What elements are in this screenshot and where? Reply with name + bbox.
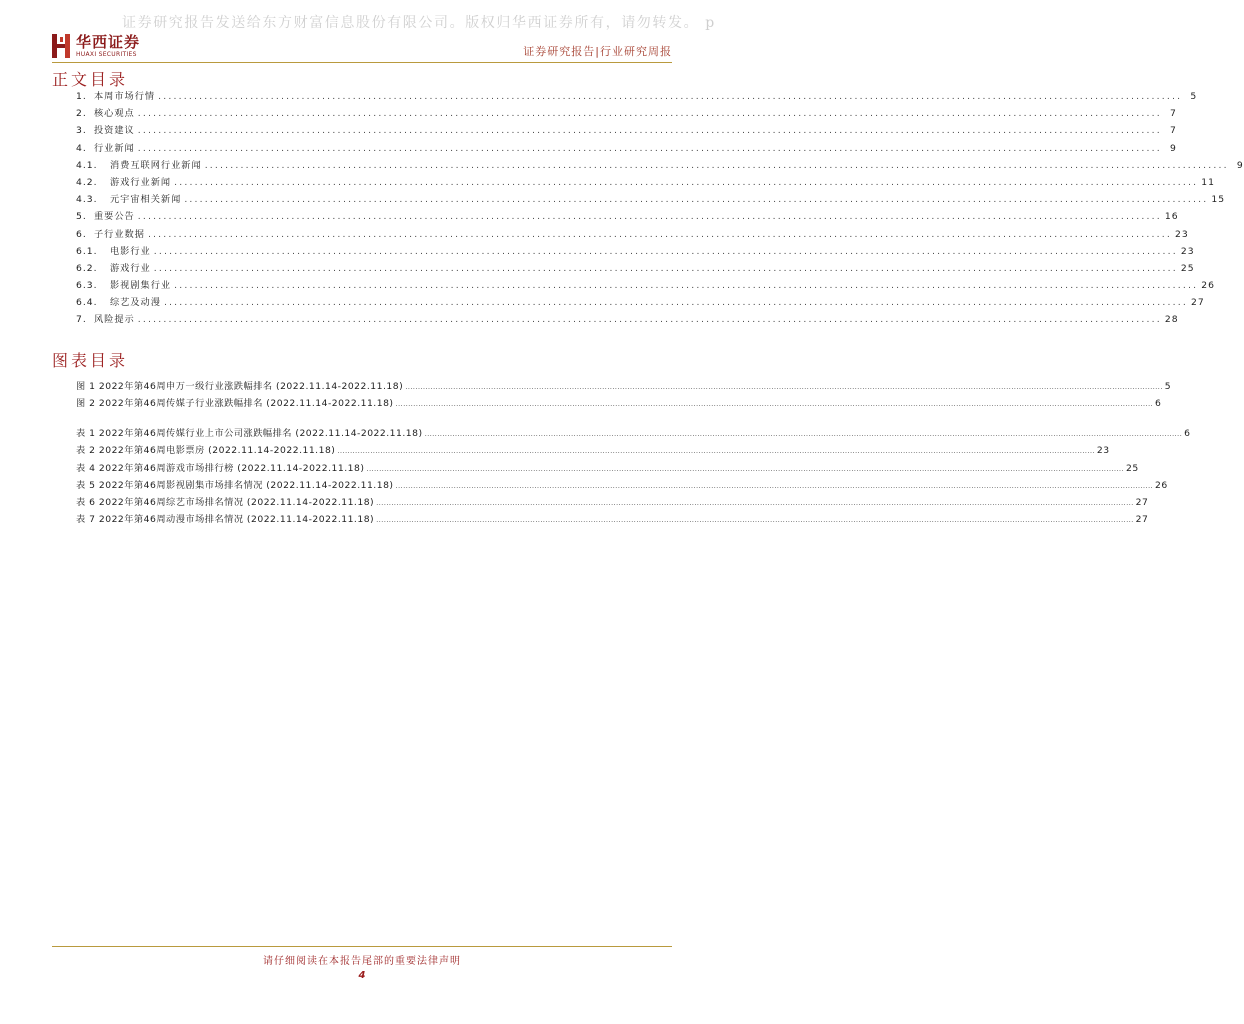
dot-leader: ........................................................................................................................................................................................................ [137, 211, 1162, 223]
dot-leader: ........................................................................................................................................................................................................ [158, 91, 1183, 102]
toc-item-label: 电影行业 [110, 245, 151, 257]
toc-item-label: 消费互联网行业新闻 [110, 159, 202, 171]
figure-page: 27 [1135, 497, 1149, 509]
toc-item-number: 4.2. [76, 176, 98, 188]
logo-english-name: HUAXI SECURITIES [76, 50, 137, 58]
toc-item-number: 5. [76, 211, 87, 223]
toc-item-label: 子行业数据 [94, 228, 145, 240]
figures-list-title: 图表目录 [52, 351, 129, 370]
toc-item-number: 1. [76, 91, 87, 102]
toc-item-number: 4.3. [76, 194, 98, 206]
toc-item[interactable] [76, 208, 1179, 225]
toc-item-page: 23 [1180, 245, 1195, 257]
figure-list-item[interactable] [76, 511, 1149, 528]
toc-item-page: 28 [1164, 314, 1179, 326]
toc-item[interactable] [76, 191, 1226, 208]
toc-item[interactable] [76, 122, 1177, 139]
toc-item-label: 核心观点 [94, 108, 135, 120]
toc-item-page: 9 [1236, 159, 1244, 171]
dot-leader: ............................................................................................................................................................................................................................................................................................................ [376, 516, 1134, 525]
dot-leader: ........................................................................................................................................................................................................ [163, 297, 1189, 309]
dot-leader: ........................................................................................................................................................................................................ [174, 176, 1199, 188]
toc-item-page: 11 [1201, 176, 1215, 188]
dot-leader: ............................................................................................................................................................................................................................................................................................................ [376, 499, 1134, 508]
table-of-contents [76, 88, 1244, 329]
toc-item[interactable] [76, 174, 1215, 191]
figure-list-item[interactable] [76, 477, 1168, 494]
figure-list-item[interactable] [76, 460, 1139, 477]
dot-leader: ............................................................................................................................................................................................................................................................................................................ [424, 430, 1183, 438]
dot-leader: ............................................................................................................................................................................................................................................................................................................ [395, 481, 1154, 490]
toc-item-page: 27 [1191, 297, 1205, 309]
dot-leader: ........................................................................................................................................................................................................ [153, 245, 1178, 257]
toc-item[interactable] [76, 140, 1177, 157]
table-list [76, 425, 1191, 529]
huaxi-logo-icon [52, 34, 72, 58]
toc-item-number: 2. [76, 108, 87, 120]
toc-item-label: 重要公告 [94, 211, 135, 223]
figure-page: 6 [1184, 428, 1191, 439]
dot-leader: ............................................................................................................................................................................................................................................................................................................ [366, 464, 1124, 473]
toc-item-number: 6.4. [76, 297, 98, 309]
toc-item-page: 7 [1169, 125, 1177, 137]
dot-leader: ............................................................................................................................................................................................................................................................................................................ [337, 447, 1095, 456]
dot-leader: ............................................................................................................................................................................................................................................................................................................ [405, 383, 1163, 391]
figure-caption: 图 1 2022年第46周申万一级行业涨跌幅排名 (2022.11.14-2022.11.18) [76, 381, 404, 392]
toc-item-number: 7. [76, 314, 87, 326]
legal-disclaimer: 请仔细阅读在本报告尾部的重要法律声明 [263, 956, 461, 967]
toc-item[interactable] [76, 105, 1177, 122]
toc-item-label: 本周市场行情 [94, 91, 156, 102]
toc-item-number: 6.2. [76, 262, 98, 274]
toc-item-label: 综艺及动漫 [110, 297, 161, 309]
dot-leader: ........................................................................................................................................................................................................ [137, 125, 1162, 137]
toc-item-page: 23 [1175, 228, 1189, 240]
toc-item-page: 15 [1211, 194, 1226, 206]
figure-caption: 表 2 2022年第46周电影票房 (2022.11.14-2022.11.18) [76, 445, 336, 457]
toc-item[interactable] [76, 243, 1195, 260]
figure-list-item[interactable] [76, 494, 1149, 511]
dot-leader: ........................................................................................................................................................................................................ [174, 280, 1199, 292]
header-divider [52, 62, 672, 63]
figure-caption: 表 1 2022年第46周传媒行业上市公司涨跌幅排名 (2022.11.14-2022.11.18) [76, 428, 423, 439]
toc-item-number: 6.3. [76, 280, 98, 292]
dot-leader: ........................................................................................................................................................................................................ [204, 159, 1229, 171]
figure-page: 26 [1155, 479, 1168, 491]
dot-leader: ............................................................................................................................................................................................................................................................................................................ [395, 400, 1154, 409]
page-number: 4 [358, 970, 366, 981]
figure-list [76, 378, 1172, 413]
logo-chinese-name: 华西证券 [76, 32, 141, 51]
toc-item-page: 9 [1169, 142, 1177, 154]
figure-caption: 表 7 2022年第46周动漫市场排名情况 (2022.11.14-2022.11.18) [76, 514, 375, 526]
watermark-text: 证券研究报告发送给东方财富信息股份有限公司。版权归华西证券所有，请勿转发。 p [122, 15, 716, 31]
toc-item-number: 4.1. [76, 159, 98, 171]
figure-page: 5 [1164, 381, 1172, 392]
toc-item[interactable] [76, 88, 1198, 105]
toc-item[interactable] [76, 294, 1205, 311]
figure-list-item[interactable] [76, 442, 1110, 459]
toc-item[interactable] [76, 157, 1244, 174]
toc-item-page: 16 [1164, 211, 1179, 223]
report-type-label: 证券研究报告|行业研究周报 [523, 45, 672, 58]
toc-item-label: 行业新闻 [94, 142, 135, 154]
toc-item-page: 7 [1169, 108, 1177, 120]
toc-item-label: 风险提示 [94, 314, 135, 326]
footer-divider [52, 946, 672, 947]
toc-item-page: 5 [1190, 91, 1198, 102]
figure-caption: 表 5 2022年第46周影视剧集市场排名情况 (2022.11.14-2022.11.18) [76, 479, 394, 491]
toc-item-number: 4. [76, 142, 87, 154]
figure-list-item[interactable] [76, 378, 1172, 395]
toc-item-label: 游戏行业新闻 [110, 176, 172, 188]
figure-page: 25 [1125, 462, 1139, 474]
dot-leader: ........................................................................................................................................................................................................ [147, 228, 1173, 240]
dot-leader: ........................................................................................................................................................................................................ [184, 194, 1209, 206]
figure-page: 6 [1155, 398, 1162, 410]
figure-list-item[interactable] [76, 425, 1191, 442]
toc-item-label: 元宇宙相关新闻 [110, 194, 182, 206]
figure-page: 23 [1096, 445, 1110, 457]
figure-caption: 表 6 2022年第46周综艺市场排名情况 (2022.11.14-2022.11.18) [76, 497, 375, 509]
figure-page: 27 [1135, 514, 1149, 526]
toc-item[interactable] [76, 311, 1179, 328]
dot-leader: ........................................................................................................................................................................................................ [153, 262, 1178, 274]
toc-item[interactable] [76, 226, 1189, 243]
figure-list-item[interactable] [76, 395, 1162, 412]
dot-leader: ........................................................................................................................................................................................................ [137, 314, 1162, 326]
company-logo [52, 34, 140, 58]
toc-item-page: 26 [1201, 280, 1215, 292]
toc-item-number: 3. [76, 125, 87, 137]
toc-item-number: 6. [76, 228, 87, 240]
dot-leader: ........................................................................................................................................................................................................ [137, 108, 1162, 120]
toc-item[interactable] [76, 277, 1215, 294]
toc-item-label: 游戏行业 [110, 262, 151, 274]
toc-item-number: 6.1. [76, 245, 98, 257]
toc-item[interactable] [76, 260, 1195, 277]
figure-caption: 图 2 2022年第46周传媒子行业涨跌幅排名 (2022.11.14-2022.11.18) [76, 398, 394, 410]
toc-item-label: 影视剧集行业 [110, 280, 172, 292]
figure-caption: 表 4 2022年第46周游戏市场排行榜 (2022.11.14-2022.11.18) [76, 462, 365, 474]
toc-item-label: 投资建议 [94, 125, 135, 137]
toc-title: 正文目录 [52, 70, 129, 89]
dot-leader: ........................................................................................................................................................................................................ [137, 142, 1162, 154]
toc-item-page: 25 [1180, 262, 1195, 274]
